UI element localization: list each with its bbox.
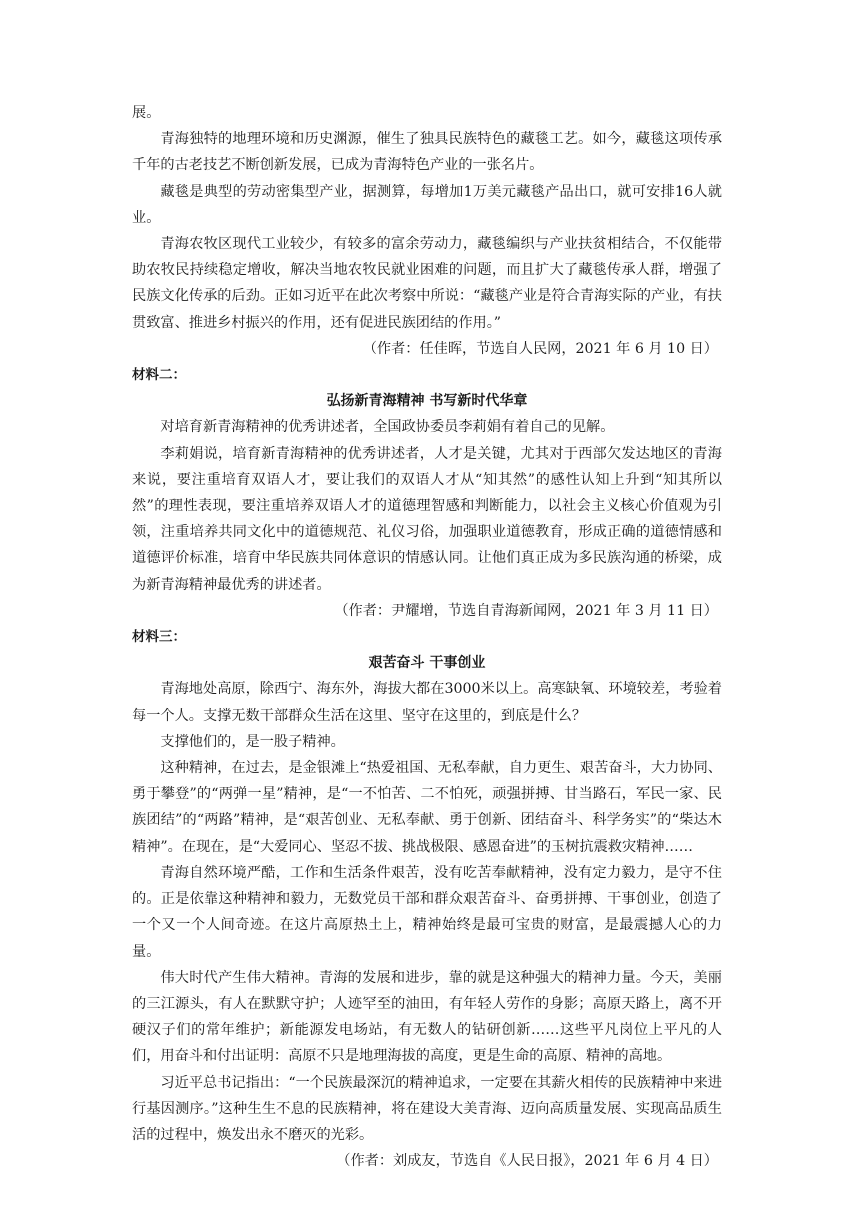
material3-paragraph-1: 青海地处高原，除西宁、海东外，海拔大都在3000米以上。高寒缺氧、环境较差，考验着每一个人。支撑无数干部群众生活在这里、坚守在这里的，到底是什么？ — [132, 681, 722, 724]
material3-paragraph-4: 青海自然环境严酷，工作和生活条件艰苦，没有吃苦奉献精神，没有定力毅力，是守不住的。正是依靠这种精神和毅力，无数党员干部和群众艰苦奋斗、奋勇拼搏、干事创业，创造了一个又一个人间奇迹。在这片高原热土上，精神始终是最可宝贵的财富，是最震撼人心的力量。 — [132, 864, 722, 960]
material3-paragraph-3: 这种精神，在过去，是金银滩上“热爱祖国、无私奉献，自力更生、艰苦奋斗，大力协同、勇于攀登”的“两弹一星”精神，是“一不怕苦、二不怕死，顽强拼搏、甘当路石，军民一家、民族团结”的“两路”精神，是“艰苦创业、无私奉献、勇于创新、团结奋斗、科学务实”的“柴达木精神”。在现在，是“大爱同心、坚忍不拔、挑战极限、感恩奋进”的玉树抗震救灾精神…… — [132, 760, 722, 855]
material1-tail: 展。 — [132, 105, 161, 121]
material3-paragraph-6: 习近平总书记指出：“一个民族最深沉的精神追求，一定要在其薪火相传的民族精神中来进行基因测序。”这种生生不息的民族精神，将在建设大美青海、迈向高质量发展、实现高品质生活的过程中，焕发出永不磨灭的光彩。 — [132, 1074, 722, 1143]
material3-paragraph-2: 支撑他们的，是一股子精神。 — [160, 733, 345, 750]
material1-source: （作者：任佳晖，节选自人民网，2021 年 6 月 10 日） — [362, 340, 718, 357]
material3-source: （作者：刘成友，节选自《人民日报》，2021 年 6 月 4 日） — [336, 1153, 718, 1170]
material2-source: （作者：尹耀增，节选自青海新闻网，2021 年 3 月 11 日） — [334, 602, 718, 619]
article-page — [132, 100, 722, 1174]
material1-paragraph-3: 青海农牧区现代工业较少，有较多的富余劳动力，藏毯编织与产业扶贫相结合，不仅能带助农牧民持续稳定增收，解决当地农牧民就业困难的问题，而且扩大了藏毯传承人群，增强了民族文化传承的后劲。正如习近平在此次考察中所说：“藏毯产业是符合青海实际的产业，有扶贯致富、推进乡村振兴的作用，还有促进民族团结的作用。” — [132, 236, 722, 331]
material2-paragraph-1: 对培育新青海精神的优秀讲述者，全国政协委员李莉娟有着自己的见解。 — [160, 419, 615, 436]
material1-paragraph-1: 青海独特的地理环境和历史渊源，催生了独具民族特色的藏毯工艺。如今，藏毯这项传承千年的古老技艺不断创新发展，已成为青海特色产业的一张名片。 — [132, 131, 722, 174]
material3-label: 材料三： — [132, 629, 186, 646]
material3-title: 艰苦奋斗 干事创业 — [368, 655, 486, 672]
material2-paragraph-2: 李莉娟说，培育新青海精神的优秀讲述者，人才是关键，尤其对于西部欠发达地区的青海来说，要注重培育双语人才，要让我们的双语人才从“知其然”的感性认知上升到“知其所以然”的理性表现，要注重培养双语人才的道德理智感和判断能力，以社会主义核心价值观为引领，注重培养共同文化中的道德规范、礼仪习俗，加强职业道德教育，形成正确的道德情感和道德评价标准，培育中华民族共同体意识的情感认同。让他们真正成为多民族沟通的桥梁，成为新青海精神最优秀的讲述者。 — [132, 445, 722, 593]
material3-paragraph-5: 伟大时代产生伟大精神。青海的发展和进步，靠的就是这种强大的精神力量。今天，美丽的三江源头，有人在默默守护；人迹罕至的油田，有年轻人劳作的身影；高原天路上，离不开硬汉子们的常年维护；新能源发电场站，有无数人的钻研创新……这些平凡岗位上平凡的人们，用奋斗和付出证明：高原不只是地理海拔的高度，更是生命的高原、精神的高地。 — [132, 969, 722, 1065]
material2-title: 弘扬新青海精神 书写新时代华章 — [326, 393, 528, 410]
material1-paragraph-2: 藏毯是典型的劳动密集型产业，据测算，每增加1万美元藏毯产品出口，就可安排16人就业。 — [132, 183, 722, 226]
material2-label: 材料二： — [132, 367, 186, 384]
